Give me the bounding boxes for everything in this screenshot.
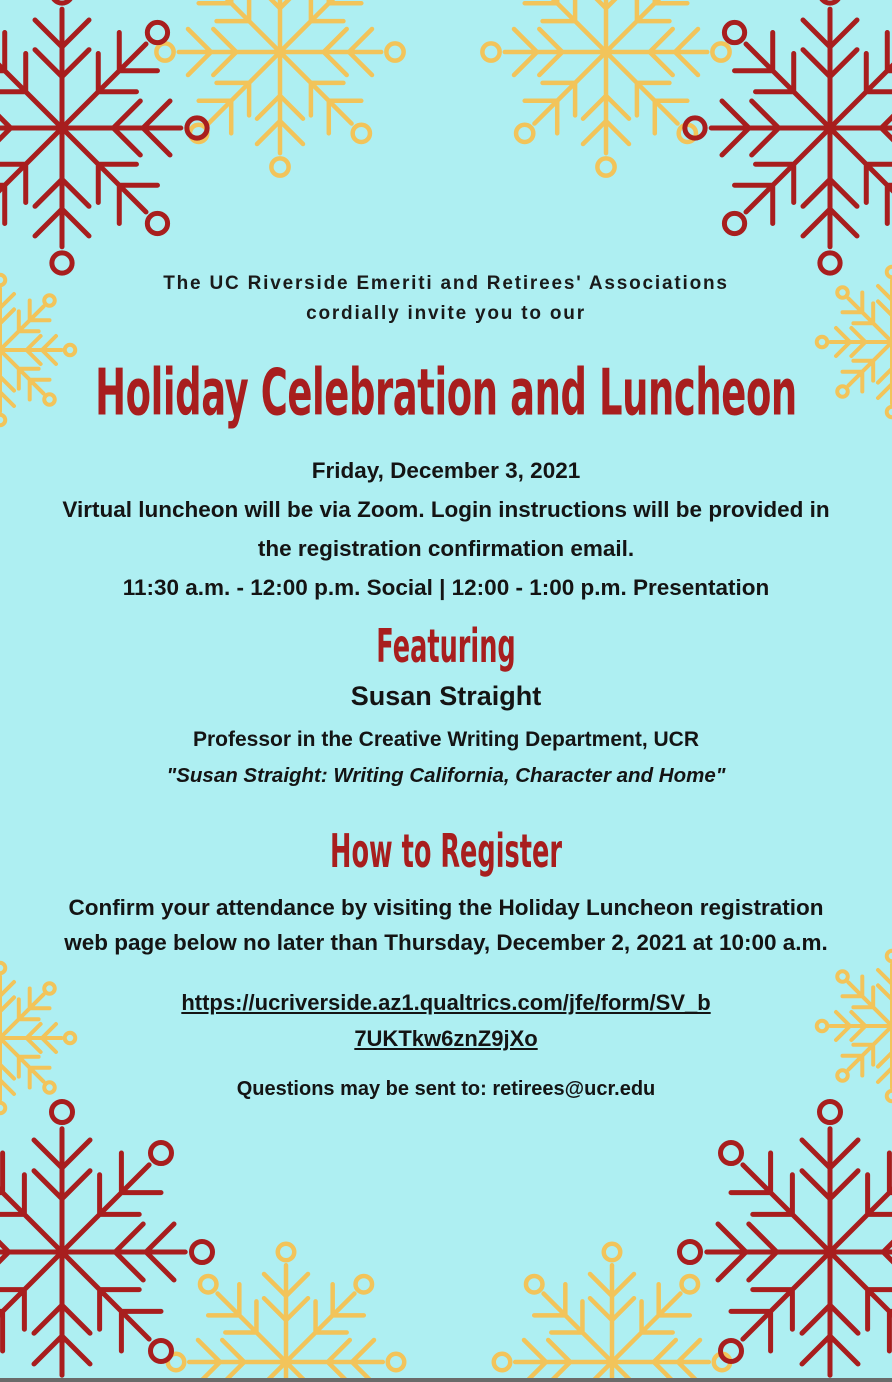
page-title: Holiday Celebration and Luncheon [95, 356, 797, 431]
event-venue-line-1: Virtual luncheon will be via Zoom. Login instructions will be provided in [62, 497, 830, 522]
intro-line-2: cordially invite you to our [306, 303, 586, 324]
contact-email: Questions may be sent to: retirees@ucr.edu [236, 1078, 656, 1100]
intro-line-1: The UC Riverside Emeriti and Retirees' Associations [163, 273, 729, 294]
register-heading: How to Register [330, 823, 562, 879]
event-date: Friday, December 3, 2021 [311, 458, 581, 483]
speaker-name: Susan Straight [350, 681, 542, 711]
speaker-role: Professor in the Creative Writing Department, UCR [192, 728, 700, 751]
register-instructions-line-2: web page below no later than Thursday, December 2, 2021 at 10:00 a.m. [64, 930, 828, 955]
event-venue-line-2: the registration confirmation email. [257, 536, 635, 561]
talk-title: "Susan Straight: Writing California, Character and Home" [166, 764, 726, 787]
bottom-border [0, 1378, 892, 1382]
registration-link-line-2[interactable]: 7UKTkw6znZ9jXo [354, 1026, 538, 1051]
registration-link-line-1[interactable]: https://ucriverside.az1.qualtrics.com/jfe/form/SV_b [181, 990, 711, 1015]
register-instructions-line-1: Confirm your attendance by visiting the Holiday Luncheon registration [68, 895, 824, 920]
featuring-heading: Featuring [376, 618, 516, 674]
event-schedule: 11:30 a.m. - 12:00 p.m. Social | 12:00 - 1:00 p.m. Presentation [122, 575, 770, 600]
